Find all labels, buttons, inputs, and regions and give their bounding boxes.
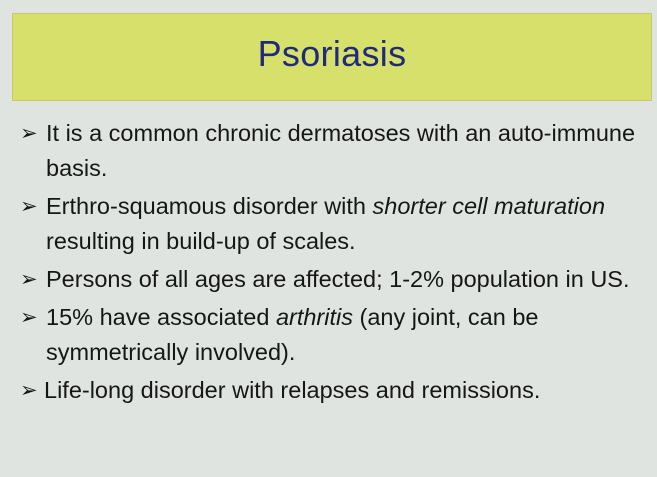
bullet-text: resulting in build-up of scales. (46, 228, 356, 254)
arrow-bullet-icon: ➢ (20, 195, 38, 218)
bullet-text: Life-long disorder with relapses and remissions. (44, 377, 541, 403)
bullet-text: It is a common chronic dermatoses with an auto-immune basis. (46, 120, 636, 181)
bullet-emphasis: arthritis (275, 304, 353, 330)
bullet-text: Persons of all ages are affected; 1-2% population in US. (46, 266, 630, 292)
bullet-text: Erthro-squamous disorder with (46, 193, 373, 219)
slide-title: Psoriasis (257, 33, 407, 74)
bullet-text: 15% have associated (46, 304, 276, 330)
bullet-list (18, 116, 648, 411)
bullet-item (18, 262, 648, 297)
title-bar (12, 13, 652, 101)
bullet-item (18, 300, 648, 370)
bullet-item (18, 189, 648, 259)
bullet-emphasis: shorter cell maturation (372, 193, 606, 219)
bullet-item (18, 116, 648, 186)
bullet-text: (any joint, can be symmetrically involved). (46, 304, 539, 365)
arrow-bullet-icon: ➢ (20, 122, 38, 145)
arrow-bullet-icon: ➢ (20, 268, 38, 291)
arrow-bullet-icon: ➢ (20, 306, 38, 329)
arrow-bullet-icon: ➢ (20, 379, 38, 402)
bullet-item (18, 373, 648, 408)
